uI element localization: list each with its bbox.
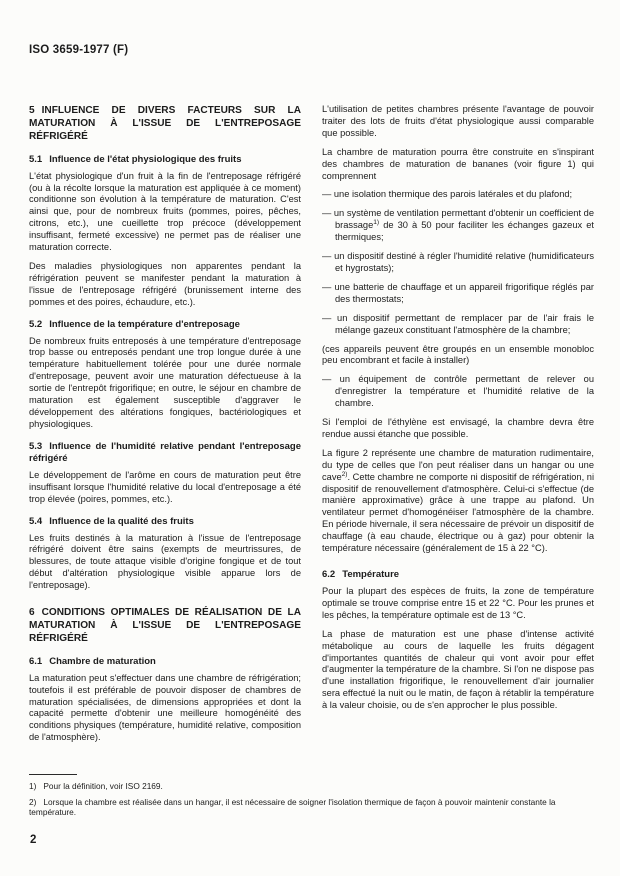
section-5-2-heading [29, 319, 301, 331]
paragraph-fruit-quality: Les fruits destinés à la maturation à l'issue de l'entreposage réfrigéré doivent être sains (exempts de meurtrissures, de blessures, de toute attaque visible d'origine fongique et de tout début d'altération physiologique visible apparue lors de l'entreposage). [29, 532, 301, 591]
section-title: CONDITIONS OPTIMALES DE RÉALISATION DE LA MATURATION À L'ISSUE DE L'ENTREPOSAGE RÉFRIGÉRÉ [29, 607, 301, 645]
equipment-list-item-air-replacement: — un dispositif permettant de remplacer par de l'air frais le mélange gazeux constituant l'atmosphère de la chambre; [322, 312, 594, 335]
paragraph-physiological-state-2: Des maladies physiologiques non apparentes pendant la réfrigération peuvent se manifester pendant la maturation à l'issue de l'entreposage réfrigéré (brunissement interne des pommes et des poires, échaudure, etc.). [29, 260, 301, 307]
section-6-heading [29, 606, 301, 646]
text-segment: . Cette chambre ne comporte ni dispositif de réfrigération, ni dispositif de renouvellement d'atmosphère. Celui-ci s'effectue (de manière approximative) grâce à une trappe au plafond. Un ventilateur permet d'homogénéiser l'atmosphère de la chambre. En période hivernale, il sera nécessaire de prévoir un dispositif de chauffage (à eau chaude, électrique ou à gaz) pour obtenir la température nécessaire (généralement de 15 à 22 °C). [322, 471, 595, 554]
section-number: 5.3 [29, 440, 43, 452]
footnote-2 [29, 797, 595, 818]
section-number: 6.2 [322, 569, 336, 580]
footnote-text: Pour la définition, voir ISO 2169. [43, 781, 163, 791]
section-5-heading [29, 104, 301, 144]
footnote-1 [29, 781, 595, 792]
section-title: Influence de la température d'entreposage [49, 318, 240, 330]
paragraph-metabolic-phase: La phase de maturation est une phase d'intense activité métabolique au cours de laquelle les fruits dégagent d'importantes quantités de chaleur qui vont avoir pour effet d'augmenter la température de la chambre. Si l'on ne dispose pas d'une installation frigorifique, le renouvellement d'air journalier sera effectué la nuit ou le matin, de façon à rétablir la température à la valeur choisie, ou de s'en approcher le plus possible. [322, 628, 594, 711]
section-title: Chambre de maturation [49, 655, 156, 667]
paragraph-ethylene: Si l'emploi de l'éthylène est envisagé, la chambre devra être rendue aussi étanche que possible. [322, 417, 594, 439]
paragraph-banana-rooms-intro: La chambre de maturation pourra être construite en s'inspirant des chambres de maturation de bananes (voir figure 1) qui comprennent [322, 146, 594, 181]
footnote-separator-rule [29, 774, 77, 775]
equipment-list-item-control-equipment: — un équipement de contrôle permettant de relever ou d'enregistrer la température et l'humidité relative de la chambre. [322, 374, 594, 409]
equipment-list-item-ventilation [322, 208, 594, 244]
section-5-1-heading [29, 154, 301, 166]
footnote-ref-1: 1) [373, 219, 380, 227]
footnote-ref-2: 2) [341, 470, 348, 478]
text-segment: — un système de ventilation permettant d'obtenir un coefficient de brassage [322, 208, 594, 231]
paragraph-monobloc-note: (ces appareils peuvent être groupés en un ensemble monobloc peu encombrant et facile à installer) [322, 343, 594, 366]
left-column [29, 104, 301, 751]
section-5-3-heading [29, 441, 301, 465]
page-number: 2 [30, 834, 37, 846]
section-5-4-heading [29, 516, 301, 528]
section-title: Influence de l'humidité relative pendant l'entreposage réfrigéré [29, 440, 301, 464]
footnote-text: Lorsque la chambre est réalisée dans un hangar, il est nécessaire de soigner l'isolation thermique de façon à pouvoir maintenir constante la température. [29, 796, 556, 818]
section-title: Température [342, 569, 400, 580]
section-number: 6 [29, 607, 35, 619]
paragraph-physiological-state-1: L'état physiologique d'un fruit à la fin de l'entreposage réfrigéré (ou à la récolte lorsque la maturation est appliquée à ce moment) conditionne son évolution à la température de maturation. C'est ainsi que, pour de nombreux fruits (pommes, poires, pêches, citrons, etc.), une cueillette trop précoce (développement insuffisant, fermeté excessive) ne permet pas de réaliser une maturation correcte. [29, 170, 301, 253]
paragraph-small-rooms: L'utilisation de petites chambres présente l'avantage de pouvoir traiter des lots de fruits d'état physiologique aussi comparable que possible. [322, 104, 594, 138]
section-number: 5.4 [29, 515, 43, 527]
section-title: INFLUENCE DE DIVERS FACTEURS SUR LA MATURATION À L'ISSUE DE L'ENTREPOSAGE RÉFRIGÉRÉ [29, 105, 301, 143]
section-title: Influence de la qualité des fruits [49, 515, 194, 527]
document-reference: ISO 3659-1977 (F) [29, 44, 129, 56]
footnotes-block [29, 774, 595, 823]
paragraph-storage-temperature: De nombreux fruits entreposés à une température d'entreposage trop basse ou entreposés pendant une trop longue durée à une température habituellement tolérée pour une durée normale d'entreposage, peuvent avoir une maturation défectueuse à la sortie de l'entrepôt frigorifique; en outre, le séjour en chambre de maturation est également susceptible d'aggraver le développement des altérations fongiques, bactériologiques et physiologiques. [29, 335, 301, 429]
section-6-1-heading [29, 656, 301, 668]
equipment-list-item-insulation: — une isolation thermique des parois latérales et du plafond; [322, 189, 573, 200]
section-number: 6.1 [29, 655, 43, 667]
footnote-marker: 1) [29, 781, 37, 791]
paragraph-relative-humidity: Le développement de l'arôme en cours de maturation peut être insuffisant lorsque l'humidité relative du local d'entreposage a été trop élevée (poires, pommes, etc.). [29, 469, 301, 504]
equipment-list-item-humidity-control: — un dispositif destiné à régler l'humidité relative (humidificateurs et hygrostats); [322, 251, 594, 273]
paragraph-optimal-temperature: Pour la plupart des espèces de fruits, la zone de température optimale se trouve comprise entre 15 et 22 °C. Pour les prunes et les pêches, la température optimale est de 13 °C. [322, 586, 594, 620]
text-segment: La figure 2 représente une chambre de maturation rudimentaire, du type de celles que l'on peut réaliser dans un hangar ou une cave [322, 447, 594, 482]
equipment-list-item-heating-battery: — une batterie de chauffage et un appareil frigorifique réglés par des thermostats; [322, 281, 594, 304]
section-number: 5 [29, 105, 35, 116]
paragraph-figure-2 [322, 448, 594, 555]
section-number: 5.2 [29, 318, 43, 330]
section-number: 5.1 [29, 153, 43, 165]
footnote-marker: 2) [29, 796, 37, 807]
text-segment: de 30 à 50 pour faciliter les échanges gazeux et thermiques; [335, 220, 594, 243]
document-body [29, 104, 594, 751]
section-6-2-heading [322, 569, 594, 581]
paragraph-ripening-room: La maturation peut s'effectuer dans une chambre de réfrigération; toutefois il est préférable de pouvoir disposer de chambres de maturation spécialisées, de dimensions appropriées et dont la capacité permette d'obtenir une meilleure homogénéité des conditions physiques (température, humidité relative, composition de l'atmosphère). [29, 672, 301, 743]
right-column [322, 104, 594, 751]
section-title: Influence de l'état physiologique des fruits [49, 153, 242, 165]
